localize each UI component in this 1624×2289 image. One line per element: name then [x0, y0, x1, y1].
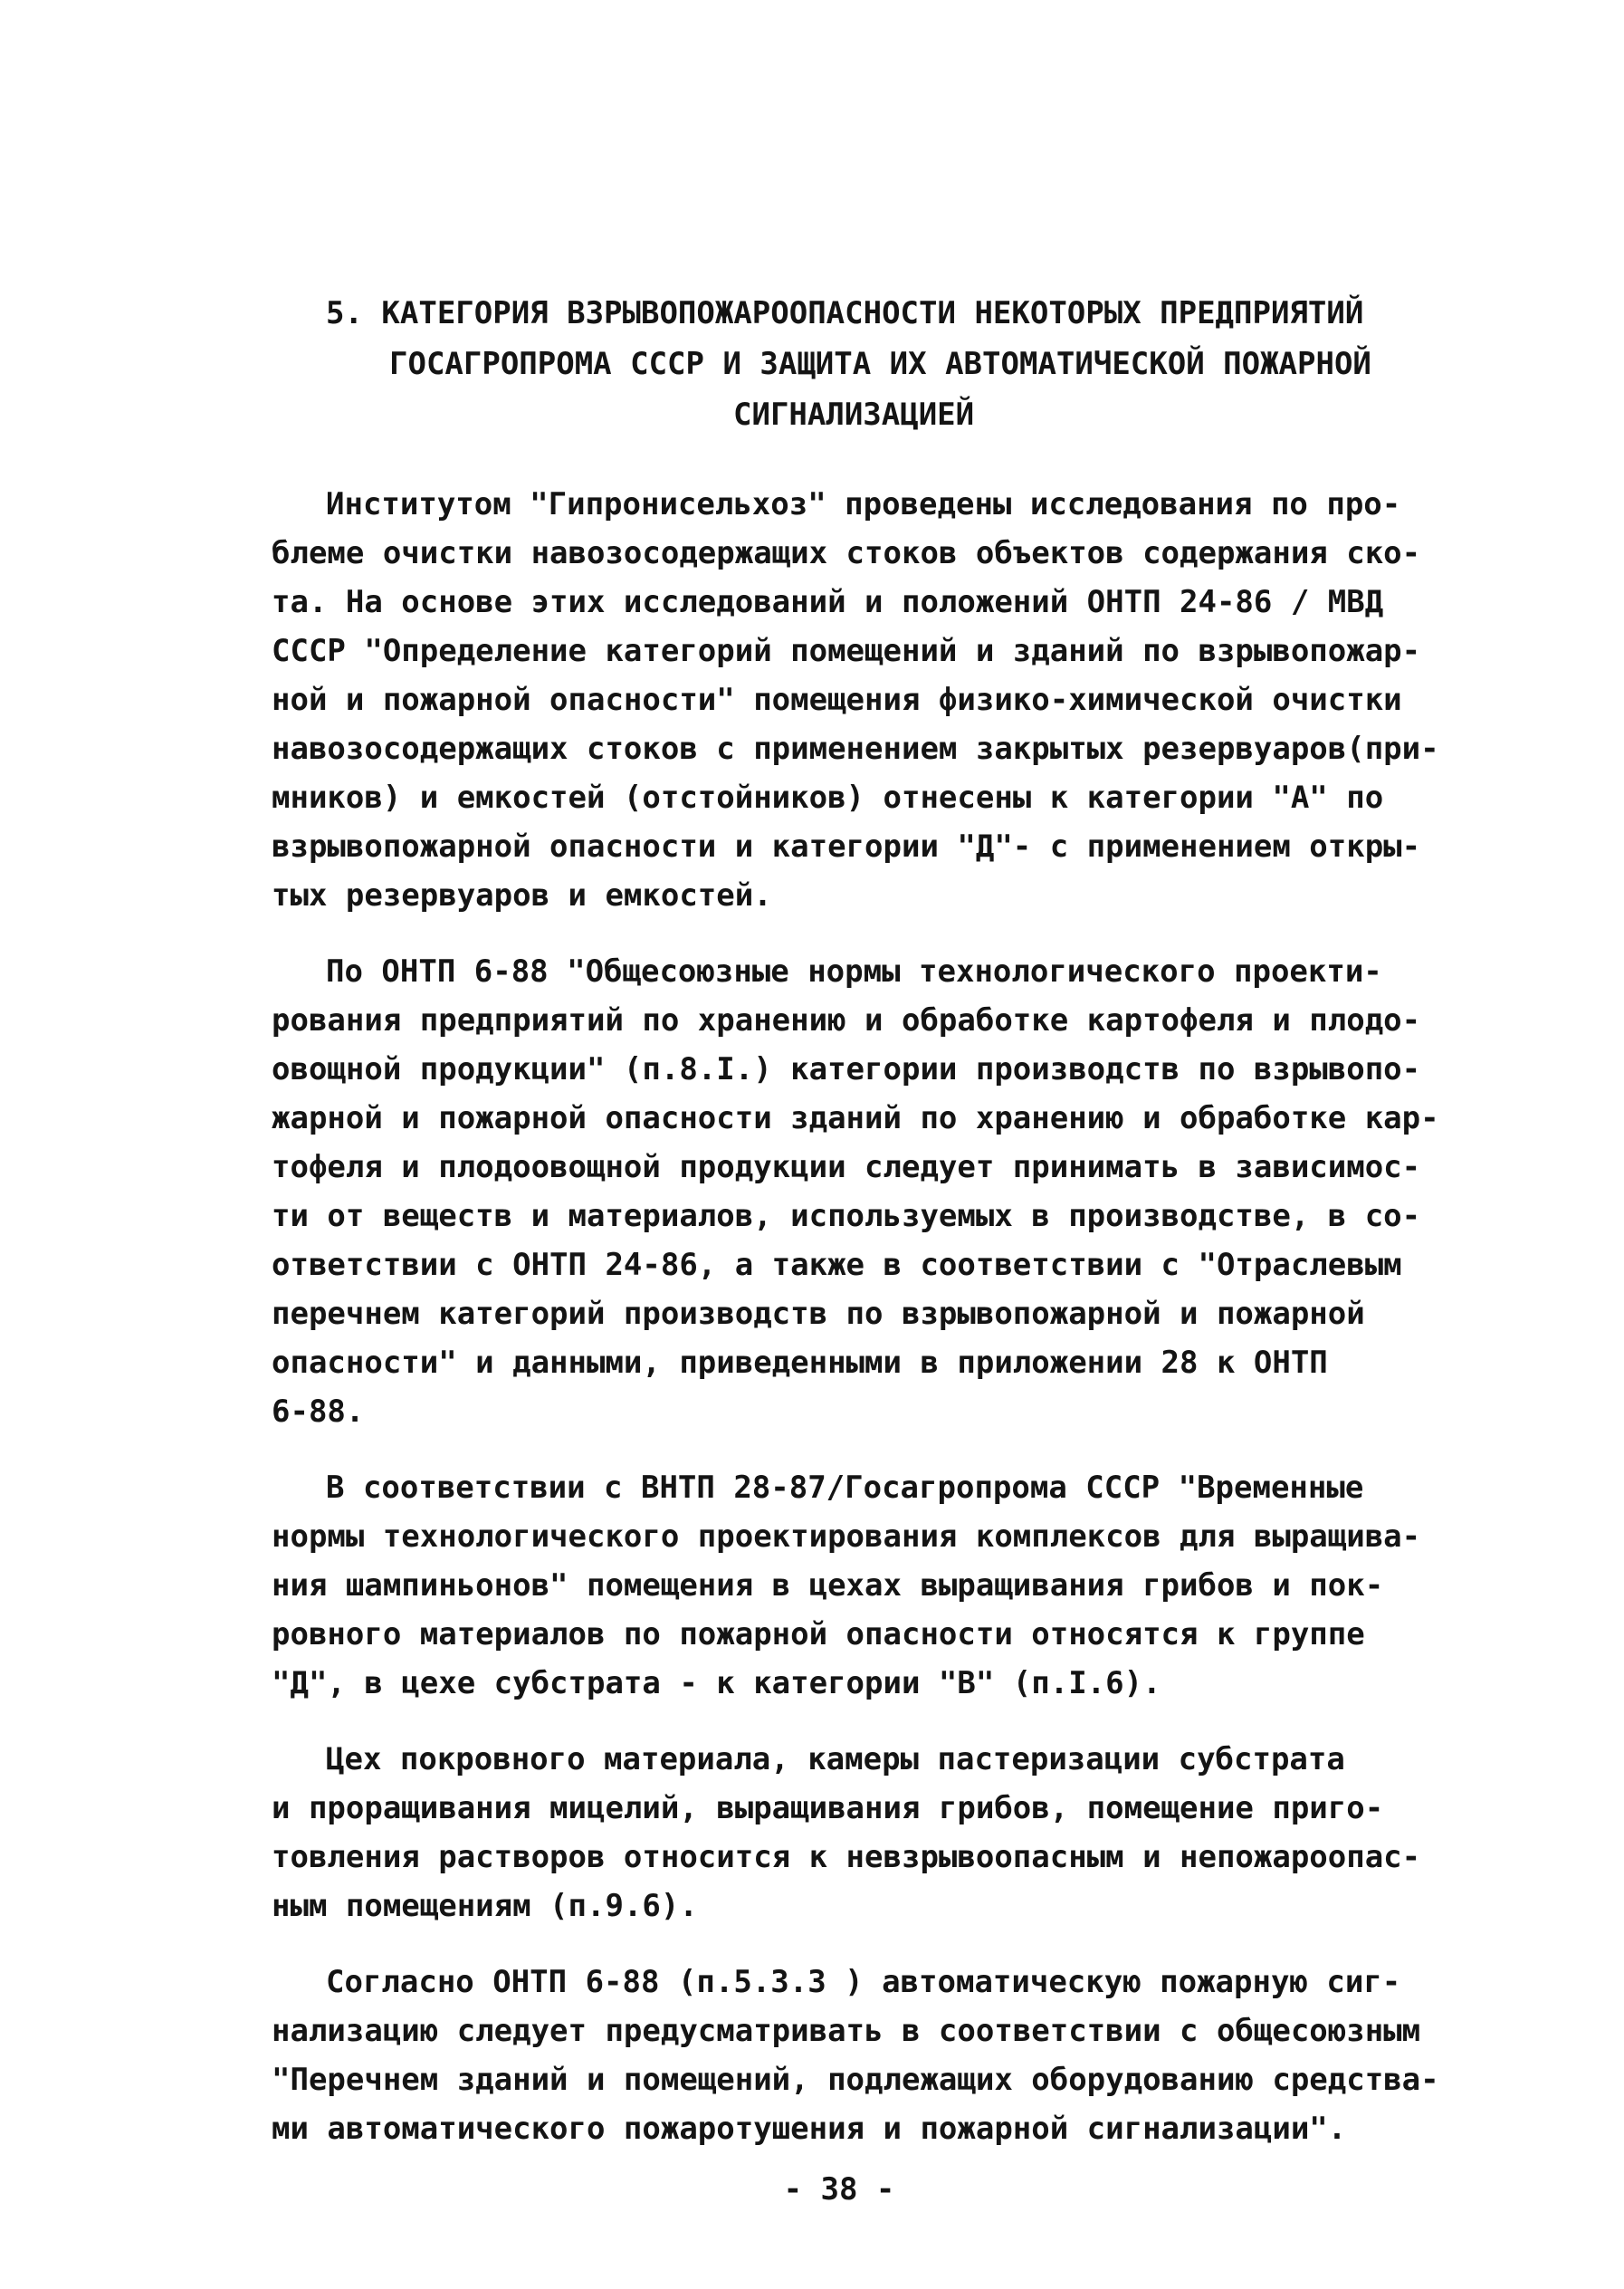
paragraph-line: перечнем категорий производств по взрывопожарной и пожарной	[272, 1296, 1365, 1332]
paragraph-line: СССР "Определение категорий помещений и зданий по взрывопожар-	[272, 633, 1421, 669]
paragraph-line: ровного материалов по пожарной опасности относятся к группе	[272, 1616, 1365, 1652]
paragraph-line: навозосодержащих стоков с применением закрытых резервуаров(при-	[272, 731, 1439, 767]
paragraph-vntp-28-87	[272, 1463, 1448, 1708]
paragraph-line: ти от веществ и материалов, используемых в производстве, в со-	[272, 1198, 1421, 1234]
paragraph-line: та. На основе этих исследований и положений ОНТП 24-86 / МВД	[272, 584, 1384, 620]
paragraph-line: тых резервуаров и емкостей.	[272, 877, 772, 914]
paragraph-line: ной и пожарной опасности" помещения физико-химической очистки	[272, 682, 1402, 718]
paragraph-line: Институтом "Гипронисельхоз" проведены исследования по про-	[326, 486, 1401, 522]
page-number: - 38 -	[783, 2171, 895, 2208]
paragraph-covering-material	[272, 1735, 1448, 1930]
paragraph-line: ным помещениям (п.9.6).	[272, 1888, 698, 1924]
paragraph-line: ния шампиньонов" помещения в цехах выращивания грибов и пок-	[272, 1567, 1384, 1604]
paragraph-line: товления растворов относится к невзрывоопасным и непожароопас-	[272, 1839, 1421, 1875]
section-heading	[272, 288, 1448, 440]
paragraph-line: 6-88.	[272, 1394, 365, 1430]
paragraph-line: ми автоматического пожаротушения и пожарной сигнализации".	[272, 2111, 1347, 2147]
paragraph-line: блеме очистки навозосодержащих стоков объектов содержания ско-	[272, 535, 1421, 571]
paragraph-line: ответствии с ОНТП 24-86, а также в соответствии с "Отраслевым	[272, 1247, 1402, 1283]
paragraph-line: нормы технологического проектирования комплексов для выращива-	[272, 1518, 1421, 1555]
heading-line: ГОСАГРОПРОМА СССР И ЗАЩИТА ИХ АВТОМАТИЧЕСКОЙ ПОЖАРНОЙ	[389, 346, 1371, 382]
paragraph-line: взрывопожарной опасности и категории "Д"- с применением откры-	[272, 828, 1421, 865]
paragraph-line: Согласно ОНТП 6-88 (п.5.3.3 ) автоматическую пожарную сиг-	[326, 1964, 1401, 2000]
heading-line: 5. КАТЕГОРИЯ ВЗРЫВОПОЖАРООПАСНОСТИ НЕКОТОРЫХ ПРЕДПРИЯТИЙ	[326, 295, 1364, 331]
paragraph-line: и проращивания мицелий, выращивания грибов, помещение приго-	[272, 1790, 1384, 1826]
paragraph-line: Цех покровного материала, камеры пастеризации субстрата	[326, 1741, 1345, 1777]
paragraph-line: жарной и пожарной опасности зданий по хранению и обработке кар-	[272, 1100, 1439, 1136]
paragraph-fire-alarm	[272, 1958, 1448, 2153]
paragraph-line: В соответствии с ВНТП 28-87/Госагропрома СССР "Временные	[326, 1470, 1364, 1506]
paragraph-gipronisel	[272, 480, 1448, 920]
paragraph-line: мников) и емкостей (отстойников) отнесены к категории "А" по	[272, 780, 1384, 816]
paragraph-line: По ОНТП 6-88 "Общесоюзные нормы технологического проекти-	[326, 953, 1382, 990]
heading-line: СИГНАЛИЗАЦИЕЙ	[733, 397, 975, 433]
paragraph-ontp-6-88	[272, 947, 1448, 1436]
paragraph-line: тофеля и плодоовощной продукции следует принимать в зависимос-	[272, 1149, 1421, 1185]
page-content	[272, 288, 1448, 2180]
paragraph-line: опасности" и данными, приведенными в приложении 28 к ОНТП	[272, 1345, 1328, 1381]
paragraph-line: нализацию следует предусматривать в соответствии с общесоюзным	[272, 2013, 1421, 2049]
paragraph-line: овощной продукции" (п.8.I.) категории производств по взрывопо-	[272, 1051, 1421, 1087]
paragraph-line: рования предприятий по хранению и обработке картофеля и плодо-	[272, 1002, 1421, 1039]
paragraph-line: "Д", в цехе субстрата - к категории "В" (п.I.6).	[272, 1665, 1161, 1701]
paragraph-line: "Перечнем зданий и помещений, подлежащих оборудованию средства-	[272, 2062, 1439, 2098]
